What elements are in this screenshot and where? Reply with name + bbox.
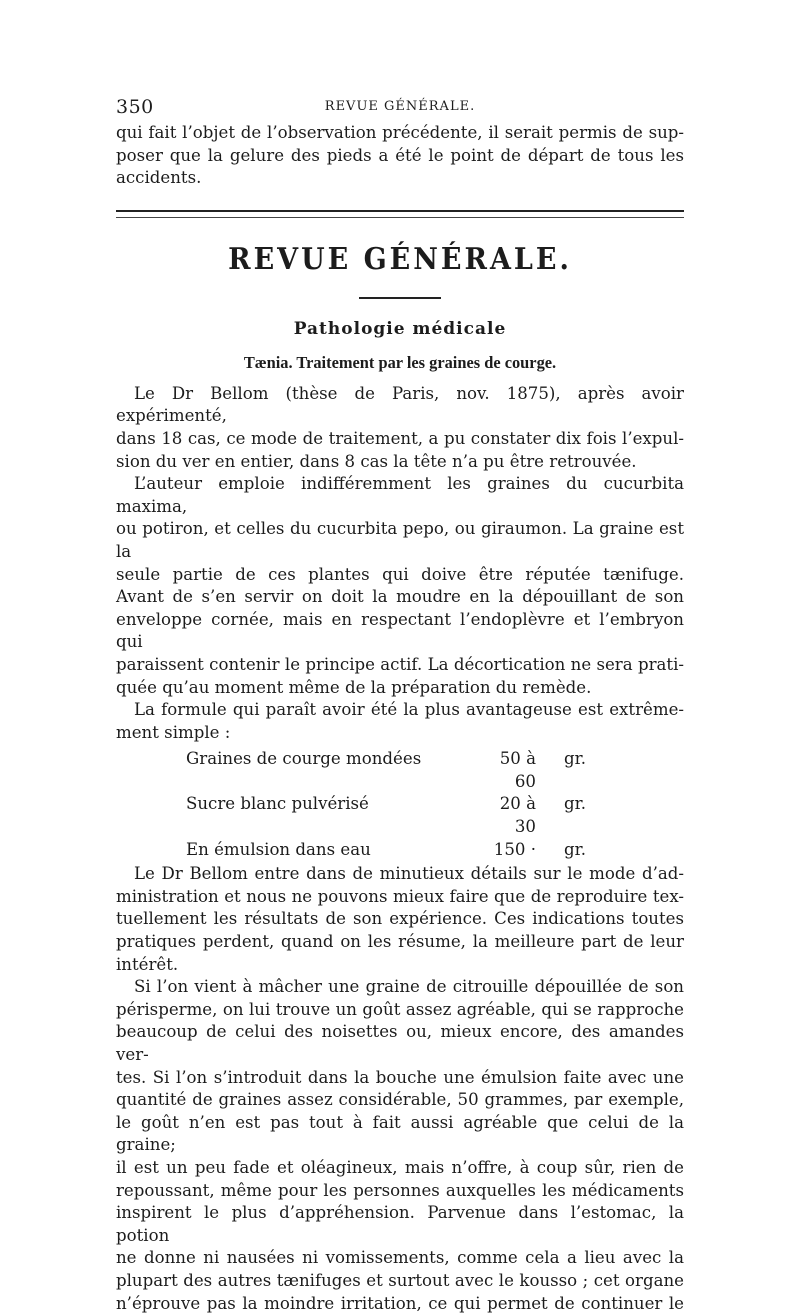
recipe-row: [186, 839, 586, 862]
ingredient-unit: gr.: [563, 749, 586, 769]
text-line: il est un peu fade et oléagineux, mais n’offre, à coup sûr, rien de: [116, 1157, 684, 1177]
text-line: dans 18 cas, ce mode de traitement, a pu constater dix fois l’expul-: [116, 428, 684, 448]
text-line: Le Dr Bellom (thèse de Paris, nov. 1875), après avoir expérimenté,: [116, 383, 684, 426]
text-line: Le Dr Bellom entre dans de minutieux détails sur le mode d’ad-: [134, 864, 684, 884]
text-line: intérêt.: [116, 954, 179, 974]
text-line: ou potiron, et celles du cucurbita pepo, ou giraumon. La graine est la: [116, 519, 684, 561]
text-line: sion du ver en entier, dans 8 cas la tête n’a pu être retrouvée.: [116, 451, 637, 471]
ingredient-name: Graines de courge mondées: [186, 749, 422, 769]
text-line: repoussant, même pour les personnes auxquelles les médicaments: [116, 1180, 684, 1200]
paragraph-1: [116, 383, 684, 473]
paragraph-4: [116, 863, 684, 976]
text-line: qui fait l’objet de l’observation précédente, il serait permis de sup-: [116, 123, 684, 142]
ingredient-name: Sucre blanc pulvérisé: [186, 794, 369, 814]
text-line: ne donne ni nausées ni vomissements, comme cela a lieu avec la: [116, 1248, 684, 1268]
ingredient-name: En émulsion dans eau: [186, 839, 371, 859]
text-line: ment simple :: [116, 722, 231, 742]
article-title: Tænia. Traitement par les graines de courge.: [243, 352, 557, 372]
page-number: 350: [116, 96, 154, 118]
ingredient-quantity: 20 à 30: [499, 794, 536, 837]
recipe-row: [186, 793, 586, 838]
intro-paragraph: [116, 122, 684, 190]
book-page: [116, 96, 684, 1315]
paragraph-3: [116, 699, 684, 744]
text-line: accidents.: [116, 168, 202, 188]
running-title: REVUE GÉNÉRALE.: [324, 99, 476, 114]
text-line: tuellement les résultats de son expérience. Ces indications toutes: [116, 909, 684, 929]
recipe-row: [186, 748, 586, 793]
paragraph-2: [116, 473, 684, 699]
ingredient-unit: gr.: [563, 794, 586, 814]
text-line: La formule qui paraît avoir été la plus avantageuse est extrême-: [134, 700, 684, 720]
text-line: pratiques perdent, quand on les résume, la meilleure part de leur: [116, 932, 684, 952]
recipe-formula: [186, 748, 586, 861]
text-line: poser que la gelure des pieds a été le point de départ de tous les: [116, 145, 684, 165]
section-title: REVUE GÉNÉRALE.: [228, 241, 572, 277]
double-rule-divider: [116, 210, 684, 218]
text-line: L’auteur emploie indifféremment les graines du cucurbita maxima,: [116, 474, 684, 516]
text-line: inspirent le plus d’appréhension. Parvenue dans l’estomac, la potion: [116, 1203, 684, 1245]
running-head: [116, 96, 684, 122]
text-line: Avant de s’en servir on doit la moudre en la dépouillant de son: [116, 587, 684, 607]
ingredient-unit: gr.: [563, 839, 586, 859]
text-line: périsperme, on lui trouve un goût assez agréable, qui se rapproche: [116, 999, 684, 1019]
text-line: seule partie de ces plantes qui doive être réputée tænifuge.: [116, 564, 684, 584]
text-line: quée qu’au moment même de la préparation du remède.: [116, 677, 592, 697]
ingredient-quantity: 50 à 60: [499, 749, 536, 791]
text-line: le goût n’en est pas tout à fait aussi agréable que celui de la graine;: [116, 1112, 684, 1155]
text-line: paraissent contenir le principe actif. La décortication ne sera prati-: [116, 654, 684, 674]
short-rule-divider: [359, 297, 441, 299]
text-line: tes. Si l’on s’introduit dans la bouche une émulsion faite avec une: [116, 1067, 684, 1087]
text-line: enveloppe cornée, mais en respectant l’endoplèvre et l’embryon qui: [116, 609, 684, 652]
text-line: plupart des autres tænifuges et surtout avec le kousso ; cet organe: [116, 1270, 684, 1290]
paragraph-5: [116, 976, 684, 1315]
text-line: ministration et nous ne pouvons mieux faire que de reproduire tex-: [116, 886, 684, 906]
text-line: Si l’on vient à mâcher une graine de citrouille dépouillée de son: [134, 977, 684, 997]
text-line: quantité de graines assez considérable, 50 grammes, par exemple,: [116, 1090, 684, 1110]
text-line: beaucoup de celui des noisettes ou, mieux encore, des amandes ver-: [116, 1022, 684, 1064]
ingredient-quantity: 150 ·: [493, 839, 536, 859]
subsection-title: Pathologie médicale: [293, 318, 507, 339]
text-line: n’éprouve pas la moindre irritation, ce qui permet de continuer le: [116, 1293, 684, 1313]
